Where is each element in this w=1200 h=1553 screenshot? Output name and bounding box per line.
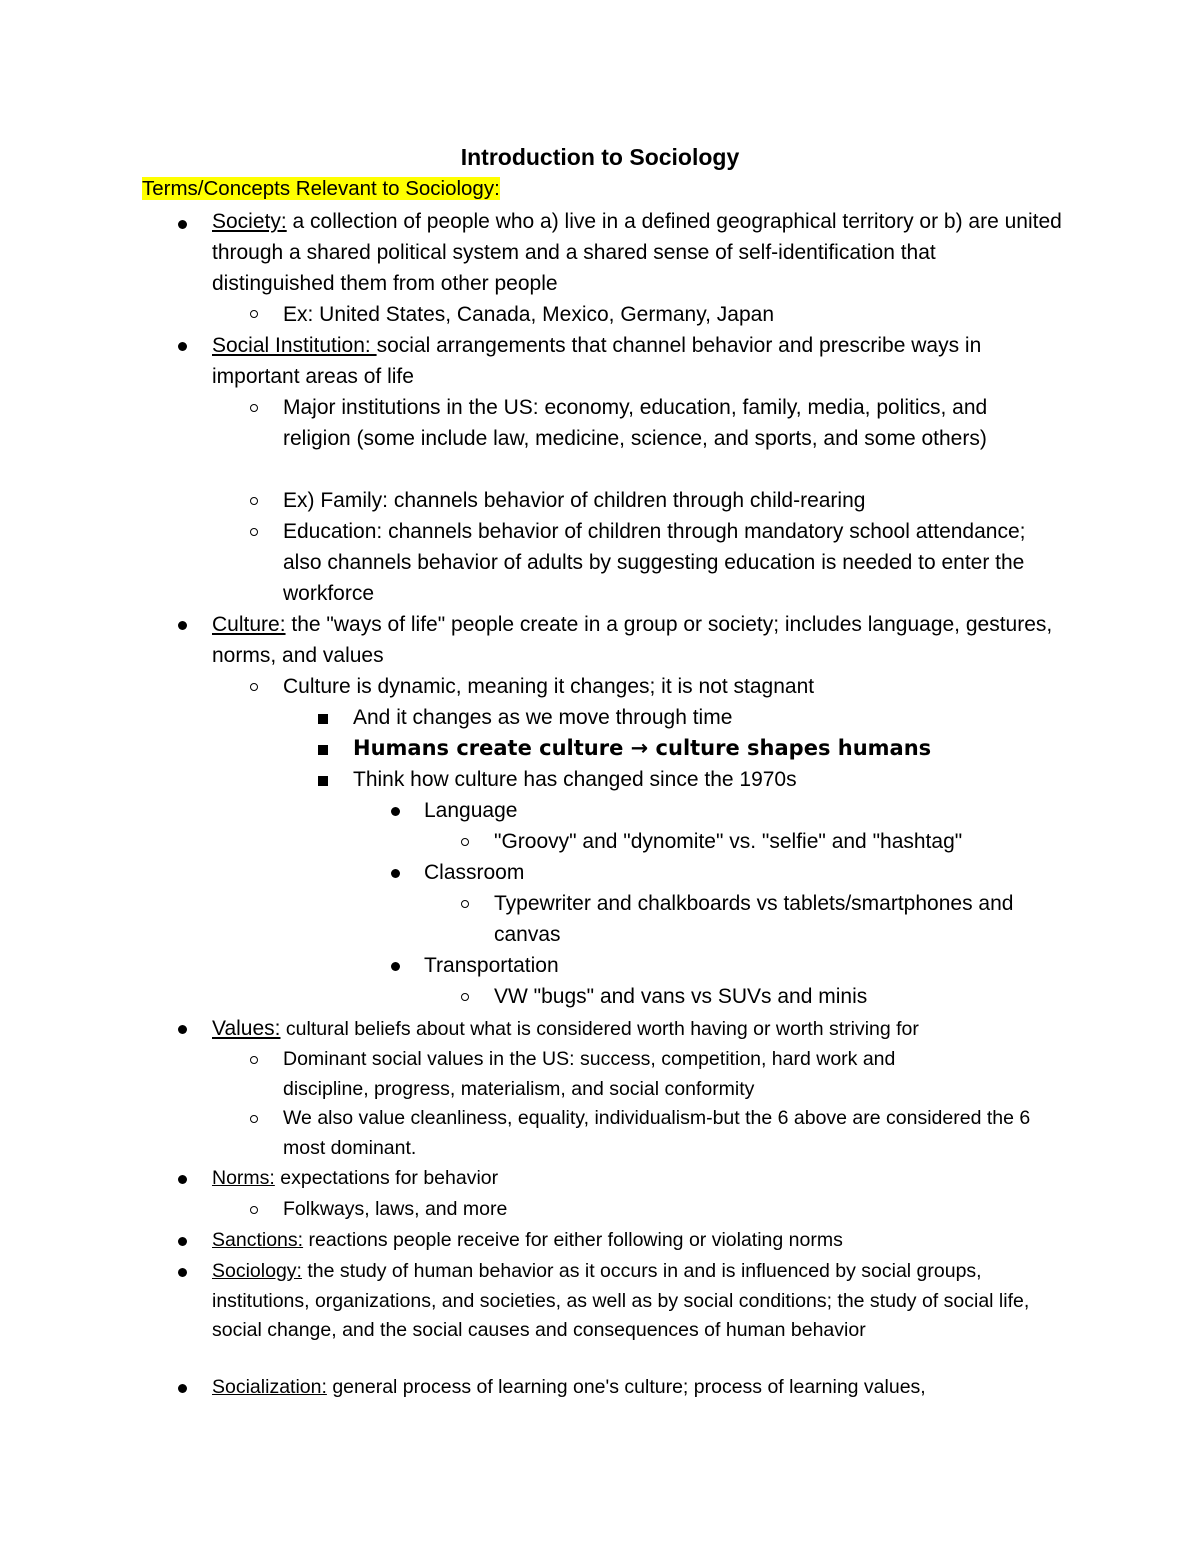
- circle-bullet-icon: [250, 528, 258, 536]
- list-item-norms: [212, 1164, 1072, 1194]
- list-item-culture: [212, 609, 1072, 671]
- level4-item-transportation: Transportation: [424, 954, 559, 977]
- circle-bullet-icon: [250, 1056, 258, 1064]
- disc-bullet-icon: [178, 220, 187, 229]
- sub-item-society-example: Ex: United States, Canada, Mexico, Germany, Japan: [283, 303, 775, 326]
- disc-bullet-icon: [178, 1384, 187, 1393]
- disc-bullet-icon: [178, 1175, 187, 1184]
- term-label: Sociology:: [212, 1260, 302, 1282]
- circle-bullet-icon: [250, 1115, 258, 1123]
- circle-bullet-icon: [250, 404, 258, 412]
- sub-sub-item-since-1970s: Think how culture has changed since the 1970s: [353, 768, 797, 791]
- square-bullet-icon: [318, 714, 328, 724]
- disc-bullet-icon: [178, 1237, 187, 1246]
- disc-bullet-icon: [391, 962, 400, 971]
- disc-bullet-icon: [178, 1268, 187, 1277]
- list-item-society: [212, 206, 1062, 299]
- circle-bullet-icon: [461, 993, 469, 1001]
- disc-bullet-icon: [391, 869, 400, 878]
- circle-bullet-icon: [250, 683, 258, 691]
- list-item-values: [212, 1013, 1072, 1045]
- sub-item-major-institutions: Major institutions in the US: economy, education, family, media, politics, and religion (some include law, medicine, science, and sports, and some others): [283, 396, 988, 450]
- term-definition: the study of human behavior as it occurs in and is influenced by social groups, institutions, organizations, and societies, as well as by social conditions; the study of social life, social change, and the social causes and consequences of human behavior: [212, 1260, 1030, 1341]
- highlighted-heading-text: Terms/Concepts Relevant to Sociology:: [142, 177, 500, 200]
- list-item-social-institution: [212, 330, 1062, 392]
- term-label: Culture:: [212, 613, 286, 636]
- term-definition: the "ways of life" people create in a group or society; includes language, gestures, norms, and values: [212, 613, 1053, 667]
- term-definition: reactions people receive for either following or violating norms: [303, 1229, 843, 1251]
- term-label: Values:: [212, 1017, 281, 1040]
- level5-item-classroom-example: Typewriter and chalkboards vs tablets/smartphones and canvas: [494, 892, 1014, 946]
- disc-bullet-icon: [178, 342, 187, 351]
- disc-bullet-icon: [178, 1025, 187, 1034]
- term-label: Socialization:: [212, 1376, 327, 1398]
- square-bullet-icon: [318, 776, 328, 786]
- circle-bullet-icon: [461, 900, 469, 908]
- circle-bullet-icon: [250, 497, 258, 505]
- page-title: Introduction to Sociology: [460, 144, 740, 170]
- term-definition: social arrangements that channel behavior and prescribe ways in important areas of life: [212, 334, 982, 388]
- sub-item-also-value: We also value cleanliness, equality, individualism-but the 6 above are considered the 6 most dominant.: [283, 1107, 1031, 1159]
- sub-sub-item-humans-culture: Humans create culture → culture shapes humans: [353, 736, 932, 760]
- circle-bullet-icon: [250, 310, 258, 318]
- term-definition: expectations for behavior: [274, 1167, 499, 1189]
- section-heading: [142, 174, 500, 204]
- level4-item-classroom: Classroom: [424, 861, 525, 884]
- circle-bullet-icon: [461, 838, 469, 846]
- term-label: Norms:: [212, 1167, 275, 1189]
- term-definition: a collection of people who a) live in a defined geographical territory or b) are united through a shared political system and a shared sense of self-identification that distinguished them from other people: [212, 210, 1062, 295]
- sub-sub-item-changes-time: And it changes as we move through time: [353, 706, 733, 729]
- sub-item-folkways: Folkways, laws, and more: [283, 1198, 508, 1220]
- level4-item-language: Language: [424, 799, 518, 822]
- term-definition: general process of learning one's culture; process of learning values,: [326, 1376, 926, 1398]
- sub-item-dominant-values: Dominant social values in the US: success, competition, hard work and discipline, progress, materialism, and social conformity: [283, 1048, 896, 1100]
- term-label: Social Institution:: [212, 334, 377, 357]
- disc-bullet-icon: [178, 621, 187, 630]
- term-label: Sanctions:: [212, 1229, 304, 1251]
- sub-item-family-example: Ex) Family: channels behavior of children through child-rearing: [283, 489, 866, 512]
- level5-item-language-example: "Groovy" and "dynomite" vs. "selfie" and "hashtag": [494, 830, 963, 853]
- sub-item-culture-dynamic: Culture is dynamic, meaning it changes; it is not stagnant: [283, 675, 815, 698]
- list-item-sociology: [212, 1257, 1042, 1346]
- disc-bullet-icon: [391, 807, 400, 816]
- term-definition: cultural beliefs about what is considered worth having or worth striving for: [280, 1018, 919, 1040]
- level5-item-transportation-example: VW "bugs" and vans vs SUVs and minis: [494, 985, 868, 1008]
- list-item-socialization: [212, 1373, 1072, 1403]
- sub-item-education: Education: channels behavior of children through mandatory school attendance; also channels behavior of adults by suggesting education is needed to enter the workforce: [283, 520, 1026, 605]
- circle-bullet-icon: [250, 1206, 258, 1214]
- list-item-sanctions: [212, 1226, 1072, 1256]
- term-label: Society:: [212, 210, 287, 233]
- square-bullet-icon: [318, 745, 328, 755]
